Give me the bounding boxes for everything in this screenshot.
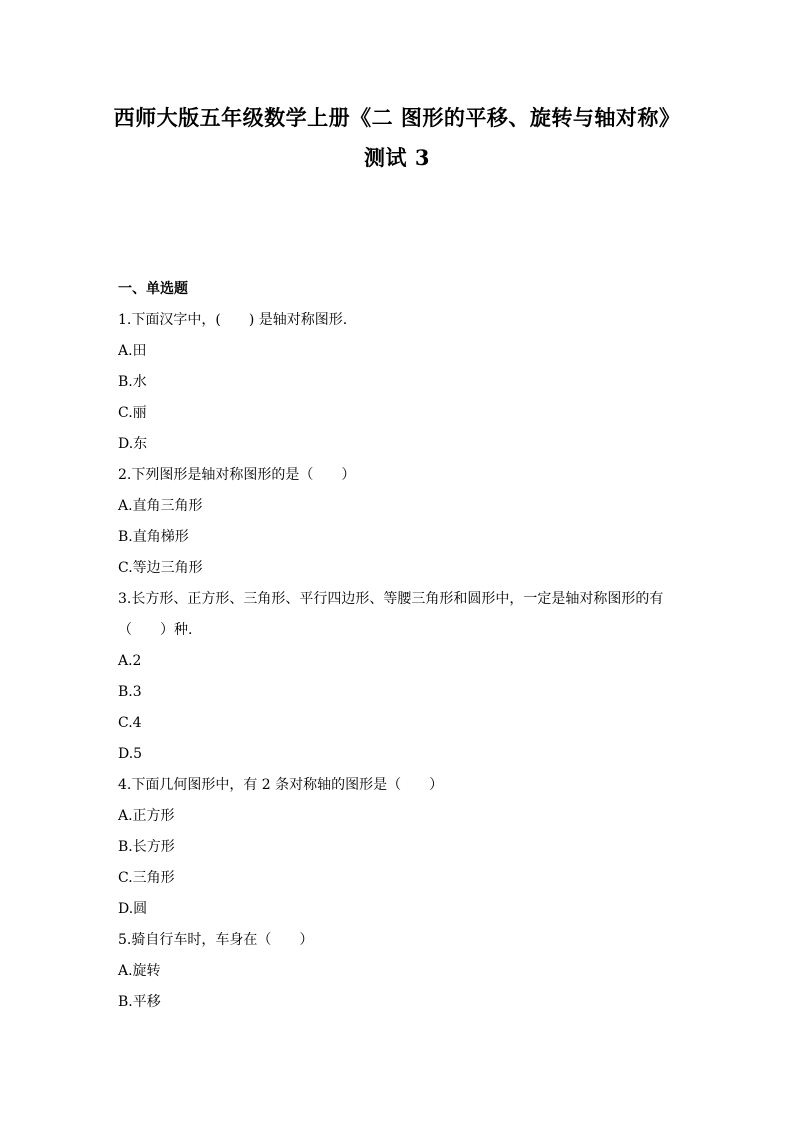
section-heading: 一、单选题 (118, 281, 188, 297)
question-1-stem: 1.下面汉字中，( ) 是轴对称图形. (118, 312, 348, 328)
question-1-option-a: A.田 (118, 343, 147, 359)
question-3-option-a: A.2 (118, 653, 142, 669)
question-2-option-a: A.直角三角形 (118, 498, 203, 514)
question-3-option-b: B.3 (118, 684, 142, 700)
question-3-option-c: C.4 (118, 715, 142, 731)
question-1-option-b: B.水 (118, 374, 147, 390)
question-2-option-c: C.等边三角形 (118, 560, 203, 576)
question-1-option-d: D.东 (118, 436, 148, 452)
question-5-stem: 5.骑自行车时，车身在（ ） (118, 932, 314, 948)
question-4-option-b: B.长方形 (118, 839, 175, 855)
document-title-line-2: 测试 3 (364, 145, 430, 170)
question-1-option-c: C.丽 (118, 405, 147, 421)
question-3-stem: 3.长方形、正方形、三角形、平行四边形、等腰三角形和圆形中，一定是轴对称图形的有 (118, 591, 664, 607)
question-2-stem: 2.下列图形是轴对称图形的是（ ） (118, 467, 356, 483)
question-4-option-a: A.正方形 (118, 808, 175, 824)
question-3-stem-continued: （ ）种. (118, 622, 193, 638)
document-title-line-1: 西师大版五年级数学上册《二 图形的平移、旋转与轴对称》 (113, 105, 681, 130)
question-2-option-b: B.直角梯形 (118, 529, 189, 545)
question-4-option-c: C.三角形 (118, 870, 175, 886)
question-3-option-d: D.5 (118, 746, 143, 762)
question-5-option-b: B.平移 (118, 994, 161, 1010)
question-list (118, 277, 688, 1021)
question-4-stem: 4.下面几何图形中，有 2 条对称轴的图形是（ ） (118, 777, 444, 793)
question-5-option-a: A.旋转 (118, 963, 161, 979)
question-4-option-d: D.圆 (118, 901, 148, 917)
